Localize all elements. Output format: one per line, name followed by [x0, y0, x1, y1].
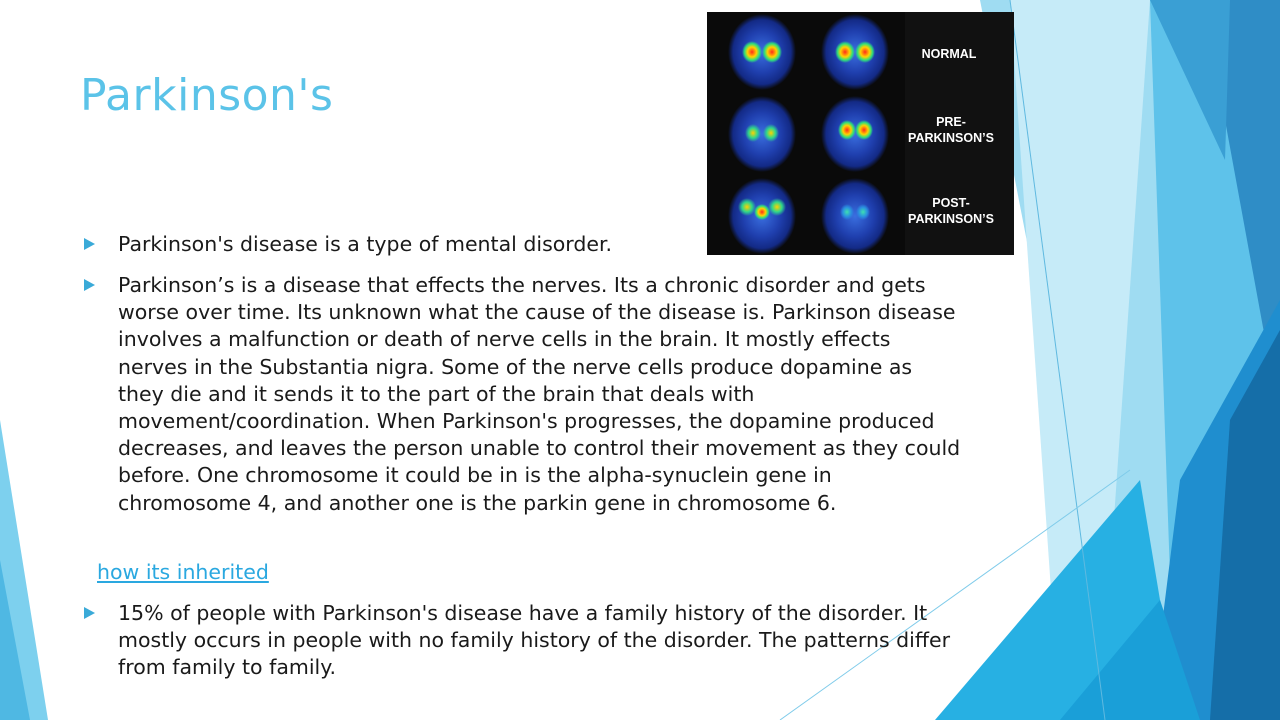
- scan-label-normal: NORMAL: [921, 47, 977, 61]
- how-its-inherited-link[interactable]: how its inherited: [97, 560, 269, 584]
- arrow-bullet-icon: [84, 607, 95, 619]
- bullet-text: Parkinson's disease is a type of mental disorder.: [118, 232, 613, 256]
- bullet-item-3: [84, 600, 964, 682]
- scan-label-pre: PRE-PARKINSON’S: [908, 115, 994, 145]
- scan-label-post: POST-PARKINSON’S: [908, 196, 994, 226]
- slide-title: Parkinson's: [80, 70, 334, 121]
- brain-scan-image: [707, 12, 1014, 255]
- arrow-bullet-icon: [84, 279, 95, 291]
- bullet-item-2: [84, 272, 964, 517]
- bullet-text: Parkinson’s is a disease that effects the nerves. Its a chronic disorder and gets worse over time. Its unknown what the cause of the disease is. Parkinson disease involves a malfunction or death of nerve cells in the brain. It mostly effects nerves in the Substantia nigra. Some of the nerve cells produce dopamine as they die and it sends it to the part of the brain that deals with movement/coordination. When Parkinson's progresses, the dopamine produced decreases, and leaves the person unable to control their movement as they could before. One chromosome it could be in is the alpha-synuclein gene in chromosome 4, and another one is the parkin gene in chromosome 6.: [118, 273, 961, 515]
- bullet-text: 15% of people with Parkinson's disease have a family history of the disorder. It mostly occurs in people with no family history of the disorder. The patterns differ from family to family.: [118, 601, 951, 680]
- bullet-item-1: [84, 231, 964, 258]
- arrow-bullet-icon: [84, 238, 95, 250]
